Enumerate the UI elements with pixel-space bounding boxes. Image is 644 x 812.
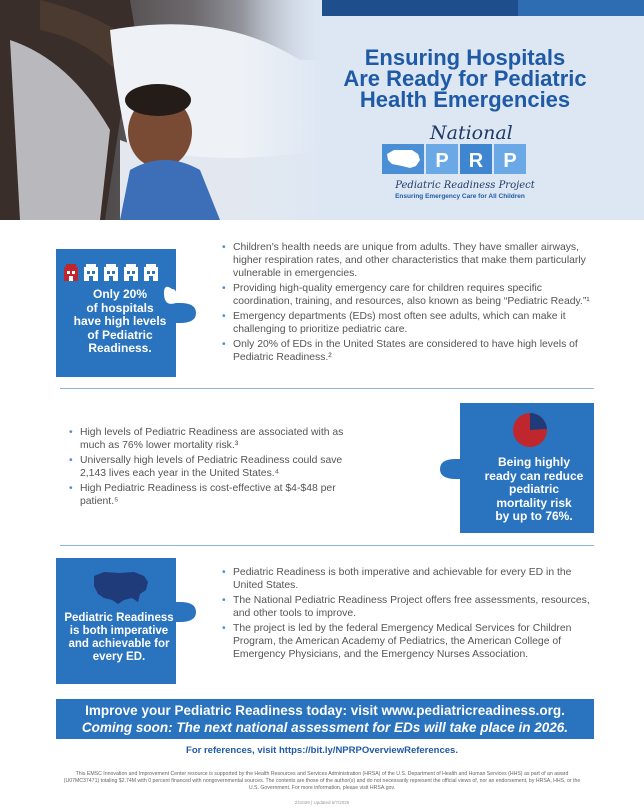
stat1-line4: of Pediatric xyxy=(87,327,153,342)
hospital-icon xyxy=(144,264,158,281)
logo-subtitle: Pediatric Readiness Project xyxy=(395,180,535,191)
bullet-item: • Children's health needs are unique from adults. They have smaller airways, higher respiration rates, and other characteristics that make them particularly vulnerable in emergencies. xyxy=(233,241,591,280)
references-link[interactable]: For references, visit https://bit.ly/NPRPOverviewReferences. xyxy=(186,745,458,756)
stat-callout-3 xyxy=(60,612,178,664)
stat2-line5: by up to 76%. xyxy=(495,509,573,523)
stat-callout-1 xyxy=(60,288,180,356)
stat1-line2: of hospitals xyxy=(86,300,154,315)
bullet-item: • Only 20% of EDs in the United States are considered to have high levels of Pediatric Readiness.² xyxy=(233,338,591,364)
top-bar-accent xyxy=(518,0,644,16)
hero-photo xyxy=(0,0,322,220)
bullet-item: • Universally high levels of Pediatric Readiness could save 2,143 lives each year in the United States.⁴ xyxy=(80,454,368,480)
bullet-item: • The project is led by the federal Emergency Medical Services for Children Program, the American Academy of Pediatrics, the American College of Emergency Physicians, and the Emergency Nurses Association. xyxy=(233,622,591,661)
section-divider xyxy=(60,388,594,389)
page-title xyxy=(300,47,630,110)
hospital-icon xyxy=(84,264,98,281)
section3-bullets xyxy=(221,566,591,663)
stat2-line3: pediatric xyxy=(508,482,559,496)
pie-chart-icon xyxy=(510,410,550,450)
usa-map-icon xyxy=(90,568,154,610)
section-divider xyxy=(60,545,594,546)
title-line-3: Health Emergencies xyxy=(359,87,571,112)
logo-letter-r: R xyxy=(468,150,484,172)
section2-bullets xyxy=(68,426,368,510)
title-line-1: Ensuring Hospitals xyxy=(364,45,566,70)
logo-letter-p2: P xyxy=(503,150,517,172)
bullet-item: • High levels of Pediatric Readiness are associated with as much as 76% lower mortality risk.³ xyxy=(80,426,368,452)
logo-national: National xyxy=(430,122,513,144)
cta-link-line[interactable]: Improve your Pediatric Readiness today: visit www.pediatricreadiness.org. xyxy=(85,703,565,718)
stat3-line4: every ED. xyxy=(92,651,146,663)
stat1-line3: have high levels xyxy=(73,314,167,328)
bullet-item: • Providing high-quality emergency care for children requires specific coordination, training, and resources, also known as being “Pediatric Ready.”¹ xyxy=(233,282,591,308)
logo-letter-p1: P xyxy=(435,150,449,172)
section1-bullets xyxy=(221,241,591,366)
footer-doc-id: 241029 | Updated 6/7/2025 xyxy=(294,800,350,805)
hospital-icon xyxy=(104,264,118,281)
hospital-icons-row xyxy=(64,262,164,282)
bullet-item: • The National Pediatric Readiness Project offers free assessments, resources, and other tools to improve. xyxy=(233,594,591,620)
stat3-line2: is both imperative xyxy=(69,625,169,637)
bullet-item: • High Pediatric Readiness is cost-effective at $4-$48 per patient.⁵ xyxy=(80,482,368,508)
stat2-line2: ready can reduce xyxy=(484,468,584,483)
footer-disclaimer: This EMSC Innovation and Improvement Center resource is supported by the Health Resources and Services Administration (HRSA) of the U.S. Department of Health and Human Services (HHS) as part of an award (U07MC37471) totaling $2.74M with 0 percent financed with nongovernmental sources. The contents are those of the author(s) and do not necessarily represent the official views of, nor an endorsement, by HRSA, HHS, or the U.S. Government. For more information, please visit HRSA.gov. xyxy=(63,771,581,791)
nprp-logo xyxy=(382,140,542,180)
cta-coming-soon: Coming soon: The next national assessment for EDs will take place in 2026. xyxy=(81,720,569,735)
hospital-icon xyxy=(64,264,78,281)
stat3-line3: and achievable for xyxy=(68,638,170,650)
title-line-2: Are Ready for Pediatric xyxy=(343,66,587,91)
cta-banner xyxy=(56,699,594,739)
hospital-icon xyxy=(124,264,138,281)
stat-callout-2 xyxy=(478,456,590,524)
stat1-line1: Only 20% xyxy=(92,287,148,301)
stat2-line1: Being highly xyxy=(498,455,570,469)
stat3-line1: Pediatric Readiness xyxy=(64,612,174,624)
logo-tagline: Ensuring Emergency Care for All Children xyxy=(395,193,525,200)
stat1-line5: Readiness. xyxy=(88,341,152,355)
stat2-line4: mortality risk xyxy=(496,495,572,510)
bullet-item: • Emergency departments (EDs) most often see adults, which can make it challenging to prioritize pediatric care. xyxy=(233,310,591,336)
bullet-item: • Pediatric Readiness is both imperative and achievable for every ED in the United States. xyxy=(233,566,591,592)
